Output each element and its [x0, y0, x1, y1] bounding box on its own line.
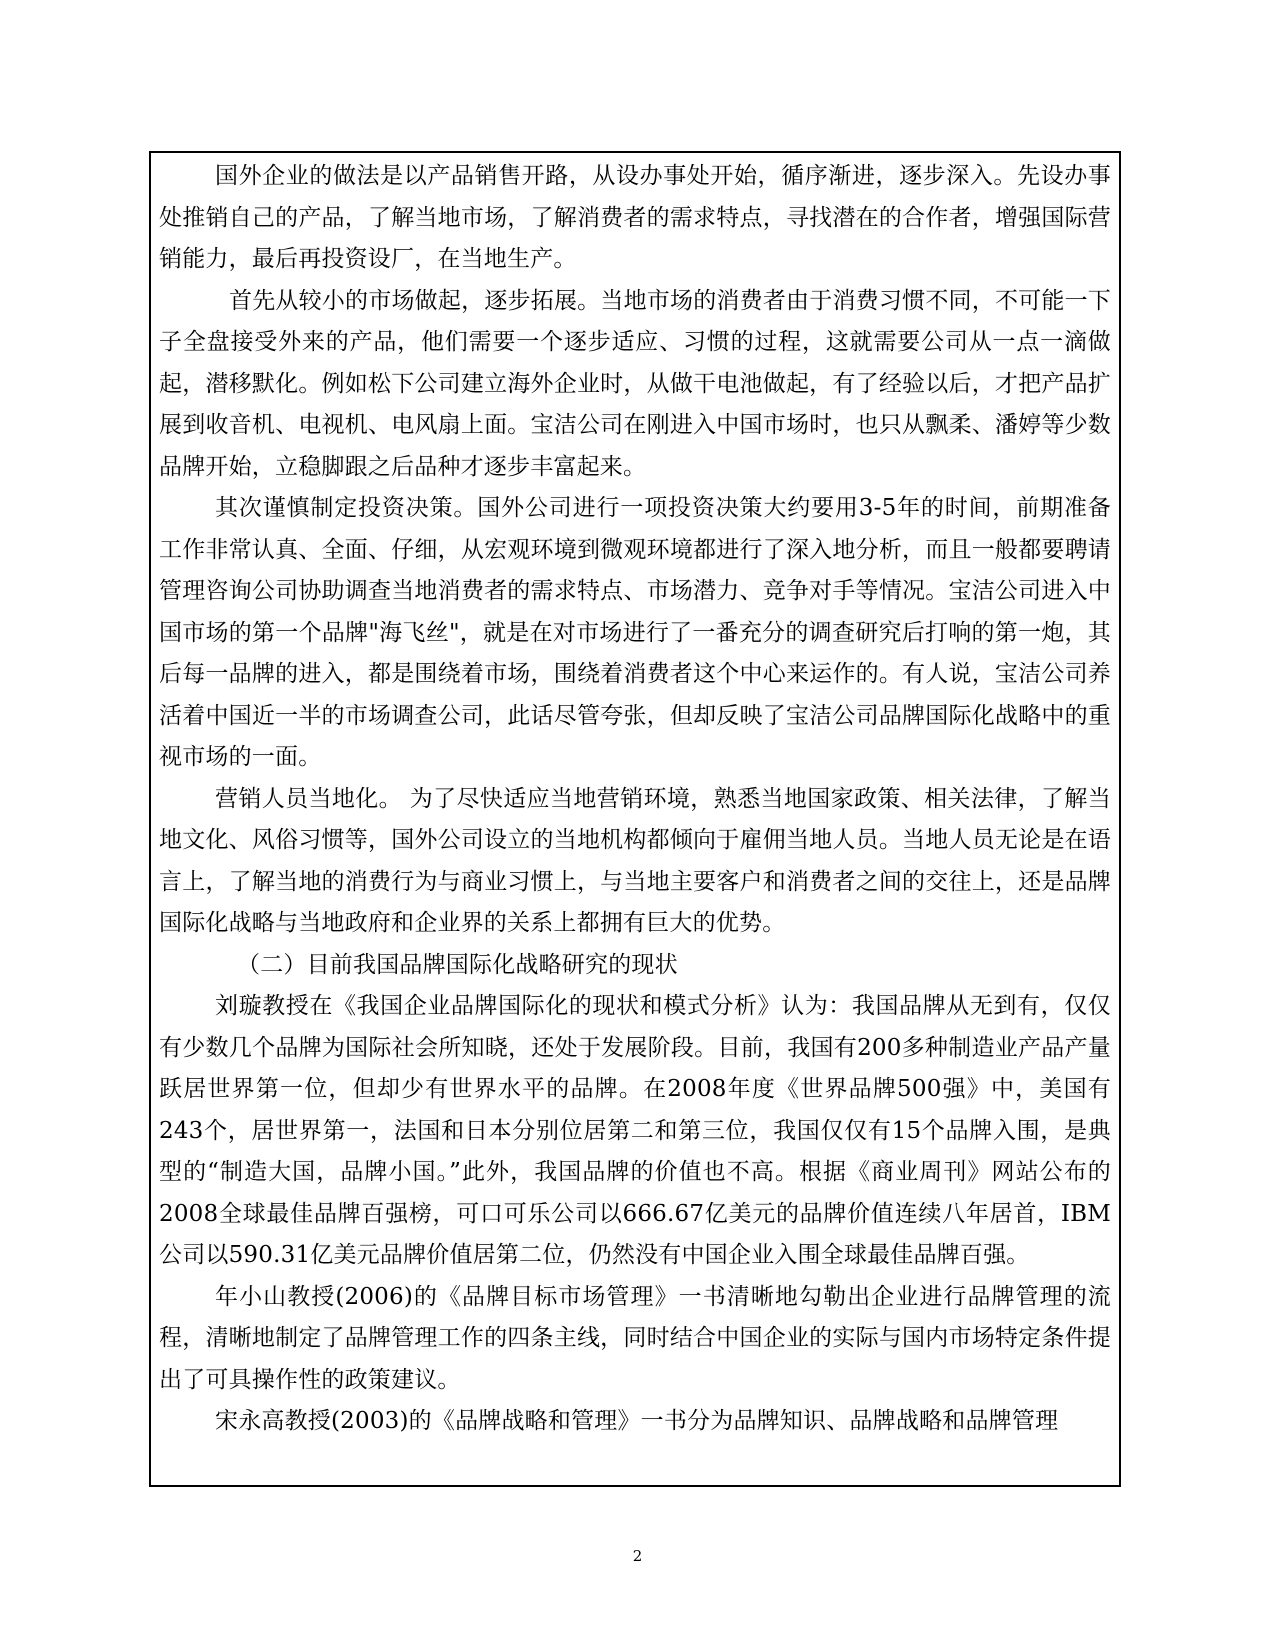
paragraph: 营销人员当地化。 为了尽快适应当地营销环境，熟悉当地国家政策、相关法律，了解当地文化、风俗习惯等，国外公司设立的当地机构都倾向于雇佣当地人员。当地人员无论是在语言上，了解当地的消费行为与商业习惯上，与当地主要客户和消费者之间的交往上，还是品牌国际化战略与当地政府和企业界的关系上都拥有巨大的优势。: [159, 785, 1111, 936]
paragraph: 年小山教授(2006)的《品牌目标市场管理》一书清晰地勾勒出企业进行品牌管理的流程，清晰地制定了品牌管理工作的四条主线，同时结合中国企业的实际与国内市场特定条件提出了可具操作性的政策建议。: [159, 1283, 1111, 1393]
section-heading: （二）目前我国品牌国际化战略研究的现状: [237, 951, 678, 978]
content-box: [149, 151, 1121, 1487]
paragraph: 国外企业的做法是以产品销售开路，从设办事处开始，循序渐进，逐步深入。先设办事处推销自己的产品，了解当地市场，了解消费者的需求特点，寻找潜在的合作者，增强国际营销能力，最后再投资设厂，在当地生产。: [159, 163, 1111, 272]
paragraph: 宋永高教授(2003)的《品牌战略和管理》一书分为品牌知识、品牌战略和品牌管理: [215, 1408, 1059, 1434]
paragraph: 其次谨慎制定投资决策。国外公司进行一项投资决策大约要用3-5年的时间，前期准备工作非常认真、全面、仔细，从宏观环境到微观环境都进行了深入地分析，而且一般都要聘请管理咨询公司协助调查当地消费者的需求特点、市场潜力、竞争对手等情况。宝洁公司进入中国市场的第一个品牌"海飞丝"，就是在对市场进行了一番充分的调查研究后打响的第一炮，其后每一品牌的进入，都是围绕着市场，围绕着消费者这个中心来运作的。有人说，宝洁公司养活着中国近一半的市场调查公司，此话尽管夸张，但却反映了宝洁公司品牌国际化战略中的重视市场的一面。: [159, 495, 1111, 770]
page-number: 2: [632, 1547, 643, 1565]
paragraph: 刘璇教授在《我国企业品牌国际化的现状和模式分析》认为：我国品牌从无到有，仅仅有少数几个品牌为国际社会所知晓，还处于发展阶段。目前，我国有200多种制造业产品产量跃居世界第一位，但却少有世界水平的品牌。在2008年度《世界品牌500强》中，美国有243个，居世界第一，法国和日本分别位居第二和第三位，我国仅仅有15个品牌入围，是典型的“制造大国，品牌小国。”此外，我国品牌的价值也不高。根据《商业周刊》网站公布的2008全球最佳品牌百强榜，可口可乐公司以666.67亿美元的品牌价值连续八年居首，IBM公司以590.31亿美元品牌价值居第二位，仍然没有中国企业入围全球最佳品牌百强。: [159, 993, 1111, 1268]
paragraph: 首先从较小的市场做起，逐步拓展。当地市场的消费者由于消费习惯不同，不可能一下子全盘接受外来的产品，他们需要一个逐步适应、习惯的过程，这就需要公司从一点一滴做起，潜移默化。例如松下公司建立海外企业时，从做干电池做起，有了经验以后，才把产品扩展到收音机、电视机、电风扇上面。宝洁公司在刚进入中国市场时，也只从飘柔、潘婷等少数品牌开始，立稳脚跟之后品种才逐步丰富起来。: [159, 287, 1111, 480]
